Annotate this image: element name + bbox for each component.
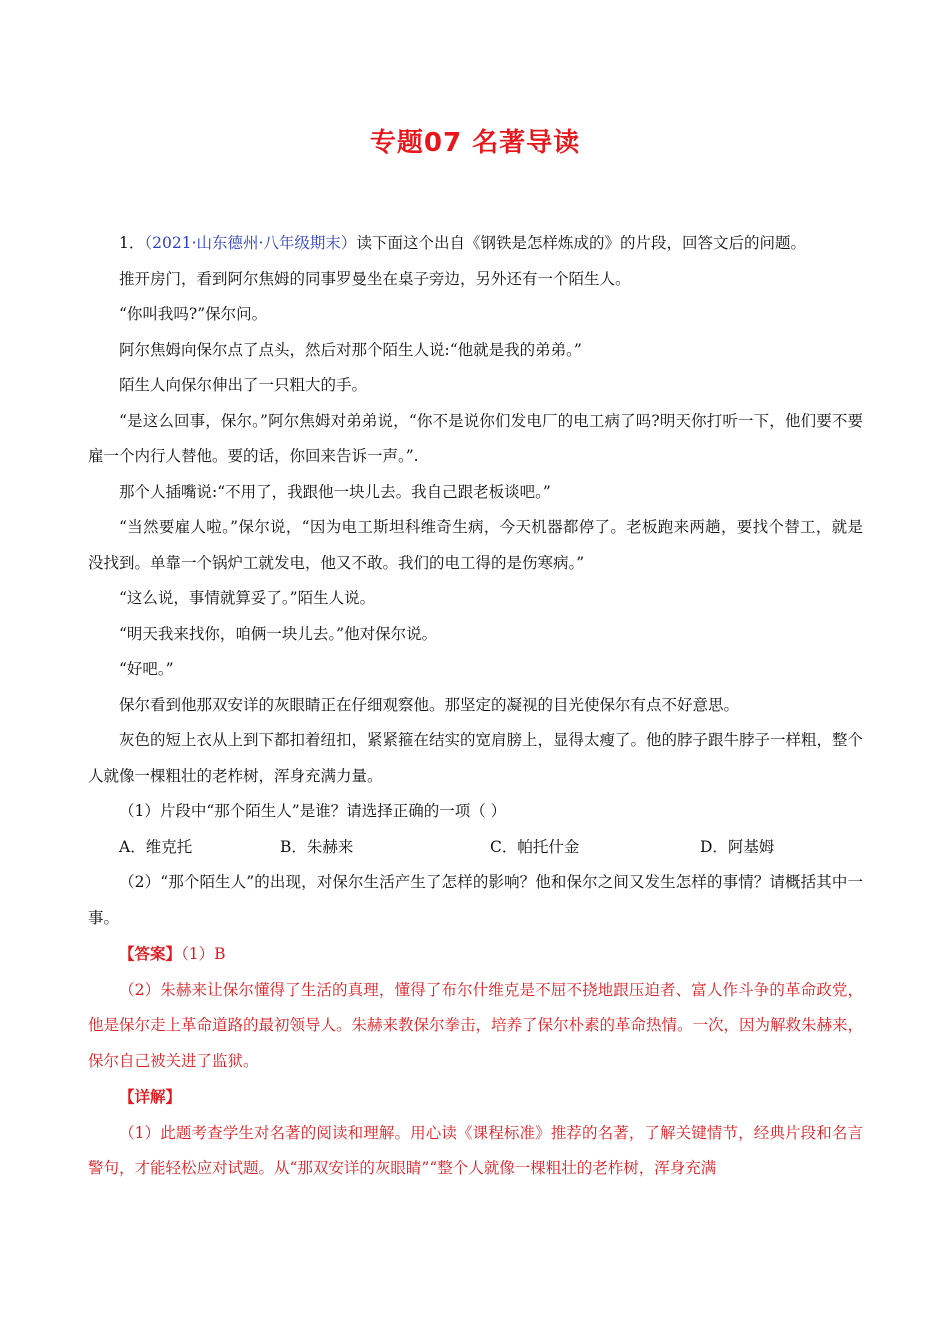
answer-line	[88, 936, 863, 973]
answer-2: （2）朱赫来让保尔懂得了生活的真理，懂得了布尔什维克是不屈不挠地跟压迫者、富人作斗争的革命政党，他是保尔走上革命道路的最初领导人。朱赫来教保尔拳击，培养了保尔朴素的革命热情。一次，因为解救朱赫来，保尔自己被关进了监狱。	[88, 980, 864, 1070]
passage-paragraph: “好吧。”	[119, 660, 174, 678]
detail-1: （1）此题考查学生对名著的阅读和理解。用心读《课程标准》推荐的名著，了解关键情节，经典片段和名言警句，才能轻松应对试题。从“那双安详的灰眼睛”“整个人就像一棵粗壮的老柞树，浑身充满	[88, 1123, 863, 1177]
answer-label: 【答案】	[119, 944, 182, 963]
document-content	[88, 226, 863, 1187]
passage-paragraph: “这么说，事情就算妥了。”陌生人说。	[119, 589, 376, 607]
passage-paragraph: “你叫我吗?”保尔问。	[119, 305, 268, 323]
option-b: B．朱赫来	[280, 837, 354, 856]
option-c: C．帕托什金	[490, 837, 580, 856]
passage-paragraph: 那个人插嘴说:“不用了，我跟他一块儿去。我自己跟老板谈吧。”	[119, 482, 551, 501]
question-intro: 读下面这个出自《钢铁是怎样炼成的》的片段，回答文后的问题。	[356, 234, 806, 252]
answer-1: （1）B	[181, 945, 226, 963]
passage-paragraph: 保尔看到他那双安详的灰眼睛正在仔细观察他。那坚定的凝视的目光使保尔有点不好意思。	[119, 695, 740, 714]
passage-paragraph: “是这么回事，保尔。”阿尔焦姆对弟弟说，“你不是说你们发电厂的电工病了吗?明天你打听一下，他们要不要雇一个内行人替他。要的话，你回来告诉一声。”.	[88, 411, 863, 465]
passage-paragraph: 陌生人向保尔伸出了一只粗大的手。	[119, 376, 368, 394]
question-source: （2021·山东德州·八年级期末）	[144, 234, 357, 252]
answer-options	[88, 830, 863, 866]
passage-paragraph: “当然要雇人啦。”保尔说，“因为电工斯坦科维奇生病，今天机器都停了。老板跑来两趟，要找个替工，就是没找到。单靠一个锅炉工就发电，他又不敢。我们的电工得的是伤寒病。”	[88, 518, 863, 572]
page-title: 专题07 名著导读	[369, 128, 581, 158]
passage-paragraph: 阿尔焦姆向保尔点了点头，然后对那个陌生人说:“他就是我的弟弟。”	[119, 340, 582, 359]
option-a: A．维克托	[119, 837, 193, 856]
passage-paragraph: 推开房门，看到阿尔焦姆的同事罗曼坐在桌子旁边，另外还有一个陌生人。	[119, 269, 631, 288]
question-stem	[88, 226, 863, 262]
detail-label: 【详解】	[119, 1087, 182, 1106]
question-number: 1．	[119, 234, 145, 252]
sub-question-1: （1）片段中“那个陌生人”是谁？请选择正确的一项（ ）	[119, 802, 507, 820]
option-d: D．阿基姆	[700, 837, 775, 856]
passage-paragraph: 灰色的短上衣从上到下都扣着纽扣，紧紧箍在结实的宽肩膀上，显得太瘦了。他的脖子跟牛脖子一样粗，整个人就像一棵粗壮的老柞树，浑身充满力量。	[88, 731, 864, 785]
sub-question-2: （2）“那个陌生人”的出现，对保尔生活产生了怎样的影响？他和保尔之间又发生怎样的事情？请概括其中一事。	[88, 873, 863, 927]
detail-line	[88, 1079, 863, 1116]
passage-paragraph: “明天我来找你，咱俩一块儿去。”他对保尔说。	[119, 624, 438, 643]
